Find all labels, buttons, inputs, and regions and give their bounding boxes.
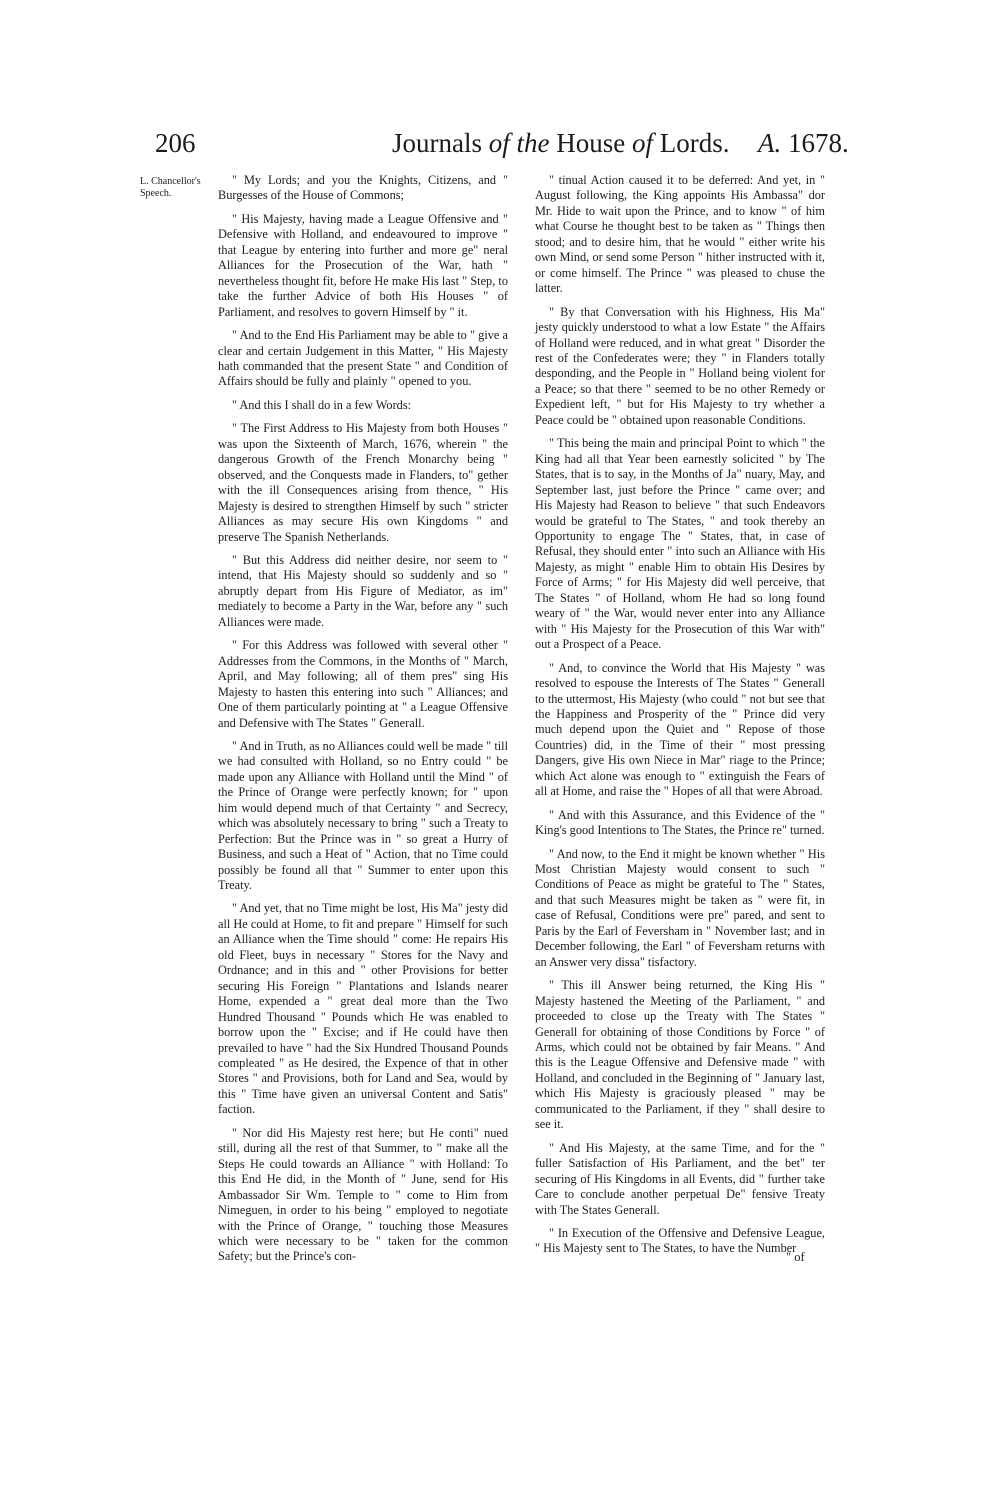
margin-note: L. Chancellor's Speech. — [140, 176, 201, 199]
paragraph: " And this I shall do in a few Words: — [232, 397, 412, 412]
page-number: 206 — [155, 128, 196, 158]
running-title — [392, 128, 730, 159]
title-of-the: of the — [488, 128, 550, 158]
paragraph: " tinual Action caused it to be deferred: And yet, in " August following, the King appoints His Ambassa" dor Mr. Hide to wait upon the Prince, and to know " of him what Course he thought best to be taken as " Things then stood; and to desire him, that he would " either write his own Mind, or send some Person " hither instructed with it, or come himself. The Prince " was pleased to chuse the latter. — [535, 173, 825, 296]
paragraph: " My Lords; and you the Knights, Citizens, and " Burgesses of the House of Commons; — [218, 173, 508, 203]
title-of: of — [632, 128, 654, 158]
title-lords: Lords. — [653, 128, 730, 158]
paragraph: " And yet, that no Time might be lost, His Ma" jesty did all He could at Home, to fit and prepare " Himself for such an Alliance when the Time should " come: He repairs His old Fleet, buys in necessary " Stores for the Navy and Ordnance; and in this and " other Provisions for better securing His Foreign " Plantations and Islands nearer Home, expended a " great deal more than the Two Hundred Thousand " Pounds which He was enabled to borrow upon the " Excise; and if He could have then prevailed to have " had the Six Hundred Thousand Pounds compleated " as He desired, the Expence of that in other Stores " and Provisions, both for Land and Sea, would by this " Time have given an universal Content and Satis" faction. — [218, 901, 508, 1117]
paragraph: " And with this Assurance, and this Evidence of the " King's good Intentions to The States, the Prince re" turned. — [535, 807, 825, 838]
paragraph: " And His Majesty, at the same Time, and for the " fuller Satisfaction of His Parliament, and the bet" ter securing of His Kingdoms in all Events, did " further take Care to conclude another perpetual De" fensive Treaty with The States Generall. — [535, 1140, 825, 1217]
year-number: 1678. — [781, 128, 849, 158]
left-column — [218, 173, 508, 1273]
paragraph: " In Execution of the Offensive and Defensive League, " His Majesty sent to The States, to have the Number — [535, 1226, 825, 1256]
paragraph: " This ill Answer being returned, the King His " Majesty hastened the Meeting of the Parliament, " and proceeded to close up the Treaty with The States " Generall for obtaining of those Conditions by Force " of Arms, which could not be obtained by fair Means. " And this is the League Offensive and Defensive made " with Holland, and concluded in the Beginning of " January last, which His Majesty is graciously pleased " may be communicated to the Parliament, if they " shall desire to see it. — [535, 978, 825, 1132]
catchword: " of — [786, 1250, 805, 1264]
right-column — [535, 173, 825, 1265]
paragraph: " And to the End His Parliament may be able to " give a clear and certain Judgement in this Matter, " His Majesty hath commanded that the present State " and Condition of Affairs should be fully and plainly " opened to you. — [218, 328, 508, 389]
paragraph: " The First Address to His Majesty from both Houses " was upon the Sixteenth of March, 1676, wherein " the dangerous Growth of the French Monarchy being " observed, and the Conquests made in Flanders, to" gether with the ill Consequences arising from thence, " His Majesty is desired to strengthen Himself by such " stricter Alliances as may secure His own Kingdoms " and preserve The Spanish Netherlands. — [218, 421, 508, 544]
paragraph: " This being the main and principal Point to which " the King had all that Year been earnestly solicited " by The States, that is to say, in the Months of Ja" nuary, May, and September last, just before the Prince " came over; and His Majesty had Reason to believe " that such Endeavors would be grateful to The States, " and took thereby an Opportunity to engage The " States, that, in case of Refusal, they should enter " into such an Alliance with His Majesty, as might " enable Him to obtain His Desires by Force of Arms; " for His Majesty did well perceive, that The States " of Holland, whom He had so long found weary of " the War, would never enter into any Alliance with " His Majesty for the Prosecution of this War with" out a Prospect of a Peace. — [535, 436, 825, 652]
page-header — [0, 128, 992, 168]
title-house: House — [549, 128, 632, 158]
paragraph: " For this Address was followed with several other " Addresses from the Commons, in the Months of " March, April, and May following; all of them pres" sing His Majesty to hasten this entering into such " Alliances; and One of them particularly pointing at " a League Offensive and Defensive with The States " Generall. — [218, 638, 508, 730]
paragraph: " His Majesty, having made a League Offensive and " Defensive with Holland, and endeavoured to improve " that League by entering into further and more ge" neral Alliances for the Prosecution of the War, hath " nevertheless thought fit, before He make His last " Step, to take the further Advice of both His Houses " of Parliament, and resolves to govern Himself by " it. — [218, 211, 508, 319]
paragraph: " But this Address did neither desire, nor seem to " intend, that His Majesty should so suddenly and so " abruptly depart from His Figure of Mediator, as im" mediately to become a Party in the War, before any " such Alliances were made. — [218, 552, 508, 629]
year-heading — [758, 128, 849, 159]
title-journals: Journals — [392, 128, 489, 158]
year-letter: A. — [758, 128, 782, 158]
paragraph: " Nor did His Majesty rest here; but He conti" nued still, during all the rest of that Summer, to " make all the Steps He could towards an Alliance " with Holland: To this End He did, in the Month of " June, send for His Ambassador Sir Wm. Temple to " come to Him from Nimeguen, in order to his being " employed to negotiate with the Prince of Orange, " touching those Measures which were necessary to be " taken for the common Safety; but the Prince's con- — [218, 1125, 508, 1264]
paragraph: " By that Conversation with his Highness, His Ma" jesty quickly understood to what a low Estate " the Affairs of Holland were reduced, and in what great " Disorder the rest of the Confederates were; they " in Flanders totally desponding, and the People in " Holland being violent for a Peace; so that there " seemed to be no other Remedy or Expedient left, " but for His Majesty to try whether a Peace could be " obtained upon reasonable Conditions. — [535, 304, 825, 427]
paragraph: " And in Truth, as no Alliances could well be made " till we had consulted with Holland, so no Entry could " be made upon any Alliance with Holland until the Mind " of the Prince of Orange were perfectly known; for " upon him would depend much of that Certainty " and Secrecy, which was absolutely necessary to bring " such a Treaty to Perfection: But the Prince was in " so great a Hurry of Business, and such a Heat of " Action, that no Time could possibly be found all that " Summer to enter upon this Treaty. — [218, 738, 508, 893]
paragraph: " And, to convince the World that His Majesty " was resolved to espouse the Interests of The States " Generall to the uttermost, His Majesty (who could " not but see that the Happiness and Prosperity of the " Prince did very much depend upon the Quiet and " Repose of those Countries) did, in the Time of their " most pressing Dangers, give His own Niece in Mar" riage to the Prince; which Act alone was enough to " extinguish the Fears of all at Home, and raise the " Hopes of all that were Abroad. — [535, 660, 825, 799]
paragraph: " And now, to the End it might be known whether " His Most Christian Majesty would consent to such " Conditions of Peace as might be grateful to The " States, and that such Measures might be taken as " were fit, in case of Refusal, Conditions were pre" pared, and sent to Paris by the Earl of Feversham in " November last; and in December following, the Earl " of Feversham returns with an Answer very dissa" tisfactory. — [535, 846, 825, 969]
